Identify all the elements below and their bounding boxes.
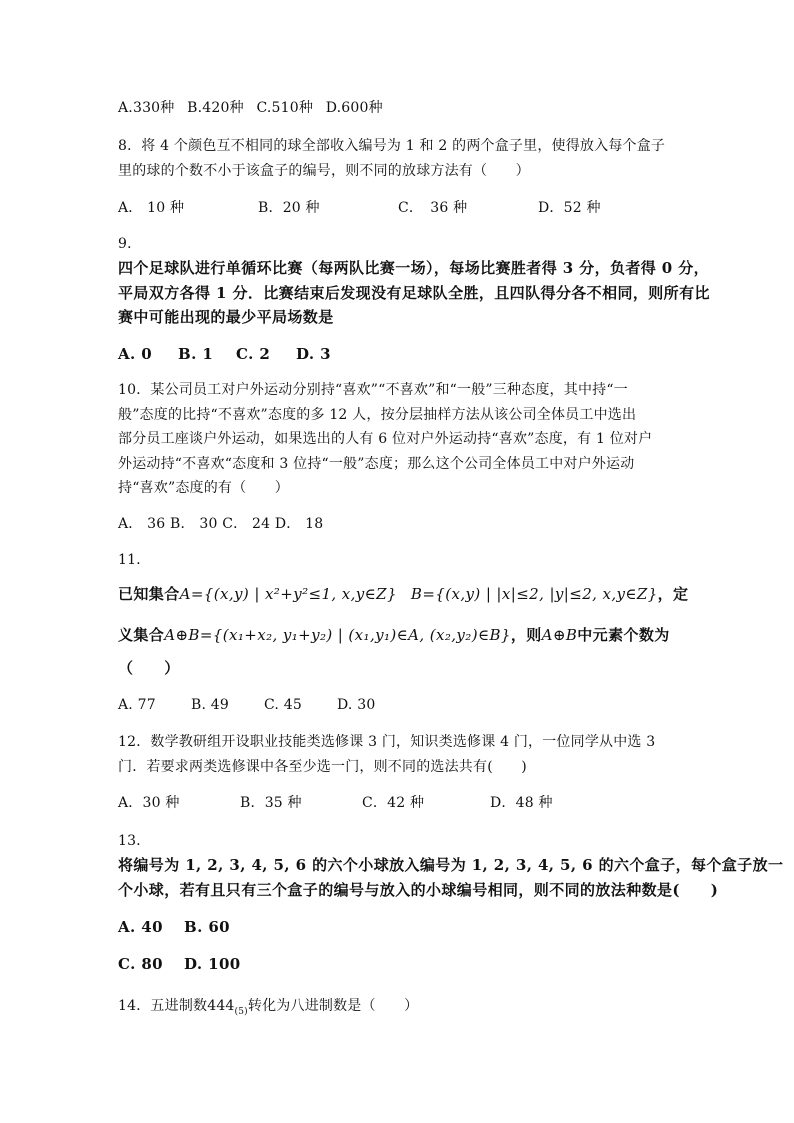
q9-option-c: C. 2 <box>236 345 271 363</box>
q12-option-c: C．42 种 <box>362 795 425 811</box>
q11-options <box>118 695 375 715</box>
q12-option-b: B．35 种 <box>240 795 302 811</box>
q13-option-d: D. 100 <box>184 955 241 973</box>
q12-options <box>118 793 553 813</box>
q9-line-2: 平局双方各得 1 分．比赛结束后发现没有足球队全胜，且四队得分各不相同，则所有比 <box>118 284 710 302</box>
q13-option-a: A. 40 <box>118 918 163 936</box>
q9-option-d: D. 3 <box>296 345 331 363</box>
q13-option-b: B. 60 <box>184 918 230 936</box>
q11-option-c: C. 45 <box>264 697 302 713</box>
q14-base: (5) <box>234 1006 248 1017</box>
op-short-formula: A⊕B <box>541 626 578 644</box>
q11-option-a: A. 77 <box>118 697 156 713</box>
q11-line2-mid: ，则 <box>510 626 542 644</box>
q14-line <box>118 996 418 1022</box>
q11-line2-suffix: 中元素个数为 <box>577 626 670 644</box>
q8-line-2: 里的球的个数不小于该盒子的编号，则不同的放球方法有（ ） <box>118 163 530 179</box>
q14-number-value: 444 <box>207 998 235 1014</box>
q10-line-2: 般”态度的比持“不喜欢”态度的多 12 人，按分层抽样方法从该公司全体员工中选出 <box>118 407 637 423</box>
q9-line-3: 赛中可能出现的最少平局场数是 <box>118 308 334 326</box>
q9-options <box>118 344 331 364</box>
q12-option-a: A．30 种 <box>118 795 180 811</box>
q8-options <box>118 198 601 218</box>
q11-line1-suffix: ，定 <box>657 585 689 603</box>
q11-paren: （ ） <box>118 659 180 677</box>
q7-option-c: C.510种 <box>256 100 314 116</box>
q7-option-a: A.330种 <box>118 100 175 116</box>
q11-line2-prefix: 义集合 <box>118 626 165 644</box>
q12-line-1: 12．数学教研组开设职业技能类选修课 3 门，知识类选修课 4 门，一位同学从中选 3 <box>118 734 656 750</box>
q7-option-d: D.600种 <box>325 100 383 116</box>
q13-line-2: 个小球，若有且只有三个盒子的编号与放入的小球编号相同，则不同的放法种数是( ) <box>118 881 719 899</box>
q13-options-row-1 <box>118 917 230 937</box>
q11-option-b: B. 49 <box>191 697 230 713</box>
q11-line-2 <box>118 625 670 645</box>
q8-line-1: 8．将 4 个颜色互不相同的球全部收入编号为 1 和 2 的两个盒子里，使得放入每个盒子 <box>118 138 666 154</box>
q7-options <box>118 98 383 118</box>
q10-line-1: 10．某公司员工对户外运动分别持“喜欢”“不喜欢”和“一般”三种态度，其中持“一 <box>118 382 628 398</box>
q14-suffix: 转化为八进制数是（ ） <box>247 998 419 1014</box>
q9-line-1: 四个足球队进行单循环比赛（每两队比赛一场），每场比赛胜者得 3 分，负者得 0 分， <box>118 259 710 277</box>
set-b-formula: B={(x,y) | |x|≤2, |y|≤2, x,y∈Z} <box>410 585 658 603</box>
q9-option-a: A. 0 <box>118 345 153 363</box>
q13-line-1: 将编号为 1, 2, 3, 4, 5, 6 的六个小球放入编号为 1, 2, 3, 4, 5, 6 的六个盒子，每个盒子放一 <box>118 856 784 874</box>
q11-number: 11． <box>118 552 151 568</box>
q12-option-d: D．48 种 <box>490 795 553 811</box>
q12-line-2: 门．若要求两类选修课中各至少选一门，则不同的选法共有( ) <box>118 759 527 775</box>
q8-option-b: B．20 种 <box>258 200 320 216</box>
q13-option-c: C. 80 <box>118 955 163 973</box>
q9-option-b: B. 1 <box>178 345 214 363</box>
set-a-formula: A={(x,y) | x²+y²≤1, x,y∈Z} <box>179 585 397 603</box>
q11-option-d: D. 30 <box>337 697 376 713</box>
q10-options: A． 36 B． 30 C． 24 D． 18 <box>118 516 324 532</box>
q8-option-c: C． 36 种 <box>398 200 468 216</box>
q8-option-a: A． 10 种 <box>118 200 185 216</box>
q8-option-d: D．52 种 <box>538 200 601 216</box>
q11-line-1 <box>118 584 688 604</box>
q13-number: 13． <box>118 833 151 849</box>
q11-line1-prefix: 已知集合 <box>118 585 180 603</box>
q9-number: 9． <box>118 236 142 252</box>
q10-line-3: 部分员工座谈户外运动，如果选出的人有 6 位对户外运动持“喜欢”态度，有 1 位对户 <box>118 431 653 447</box>
q14-prefix: 14．五进制数 <box>118 998 208 1014</box>
q13-options-row-2 <box>118 954 241 974</box>
q10-line-4: 外运动持“不喜欢“态度和 3 位持“一般”态度；那么这个公司全体员工中对户外运动 <box>118 456 635 472</box>
q10-line-5: 持“喜欢”态度的有（ ） <box>118 480 289 496</box>
q7-option-b: B.420种 <box>187 100 244 116</box>
set-op-formula: A⊕B={(x₁+x₂, y₁+y₂) | (x₁,y₁)∈A, (x₂,y₂)∈B} <box>164 626 511 644</box>
